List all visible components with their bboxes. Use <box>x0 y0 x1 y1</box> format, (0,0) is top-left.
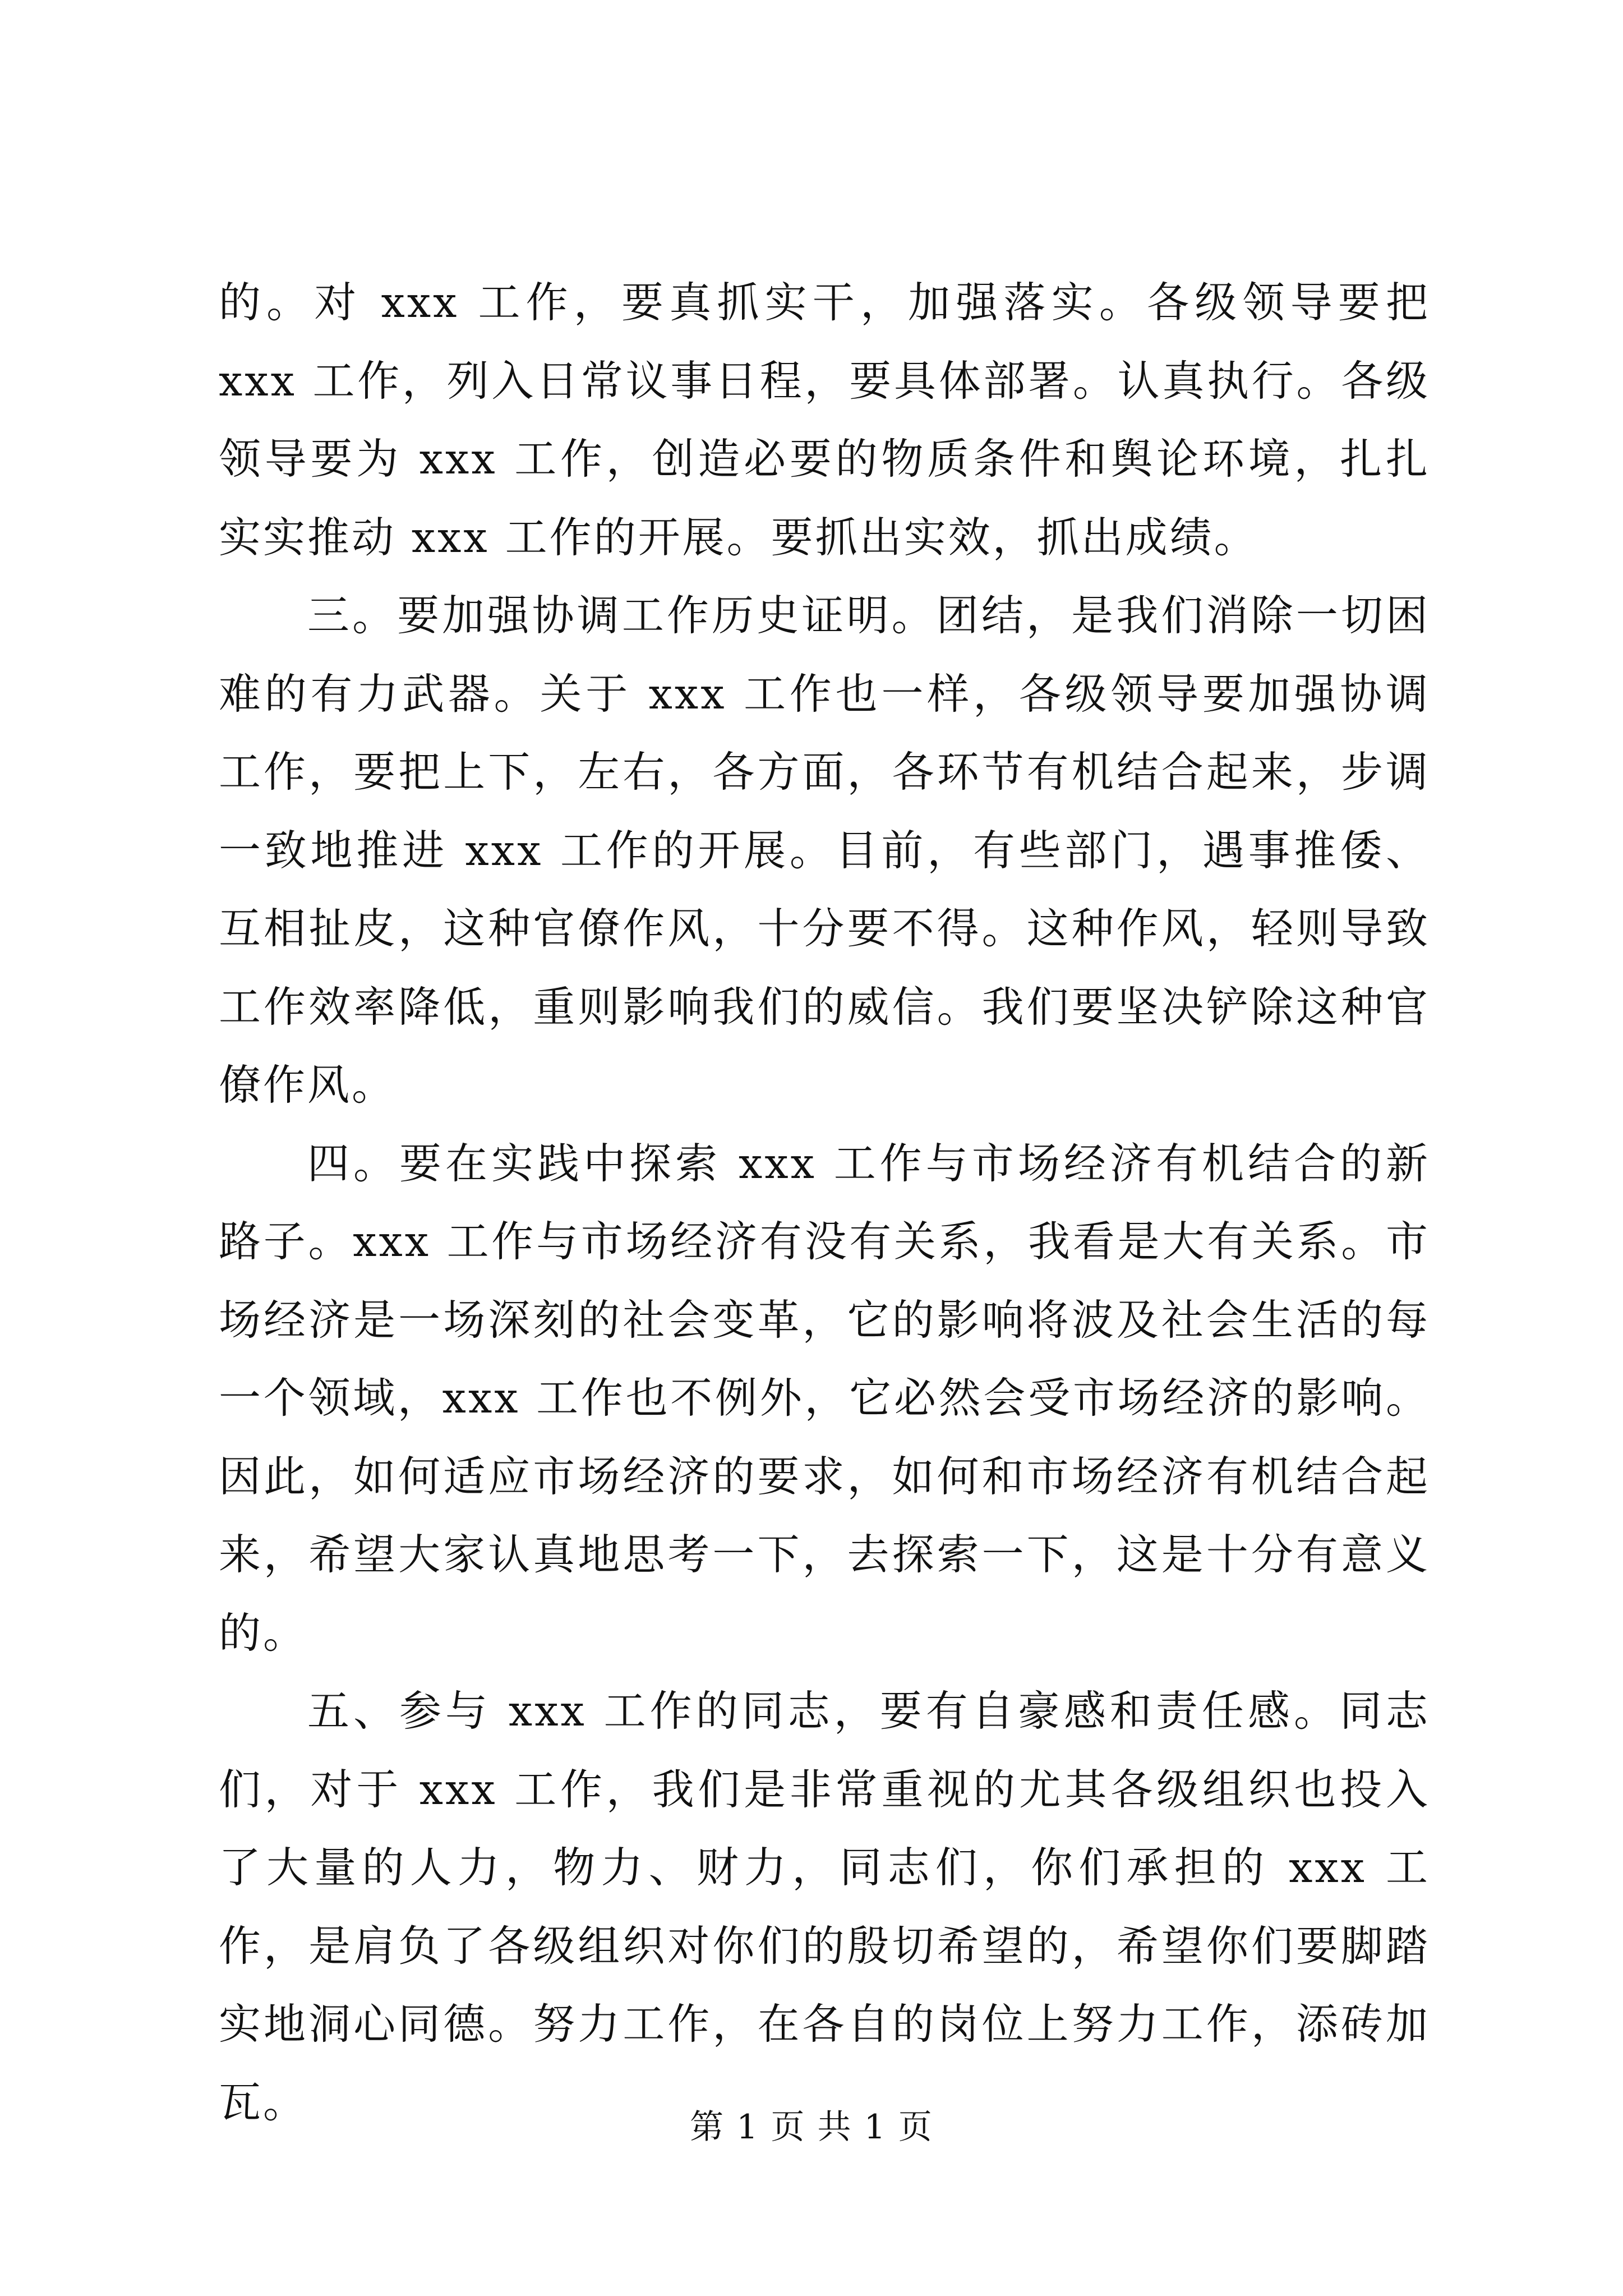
document-body <box>219 264 1430 2142</box>
page-number-footer: 第 1 页 共 1 页 <box>690 2108 933 2147</box>
paragraph-section-five: 五、参与 xxx 工作的同志，要有自豪感和责任感。同志们，对于 xxx 工作，我们是非常重视的尤其各级组织也投入了大量的人力，物力、财力，同志们，你们承担的 xxx 工作，是肩负了各级组织对你们的殷切希望的，希望你们要脚踏实地洞心同德。努力工作，在各自的岗位上努力工作，添砖加瓦。 <box>219 1686 1430 2127</box>
paragraph-section-four: 四。要在实践中探索 xxx 工作与市场经济有机结合的新路子。xxx 工作与市场经济有没有关系，我看是大有关系。市场经济是一场深刻的社会变革，它的影响将波及社会生活的每一个领域，xxx 工作也不例外，它必然会受市场经济的影响。因此，如何适应市场经济的要求，如何和市场经济有机结合起来，希望大家认真地思考一下，去探索一下，这是十分有意义的。 <box>219 1138 1430 1658</box>
paragraph-continuation: 的。对 xxx 工作，要真抓实干，加强落实。各级领导要把 xxx 工作，列入日常议事日程，要具体部署。认真执行。各级领导要为 xxx 工作，创造必要的物质条件和舆论环境，扎扎实实推动 xxx 工作的开展。要抓出实效，抓出成绩。 <box>219 278 1430 562</box>
paragraph-section-three: 三。要加强协调工作历史证明。团结，是我们消除一切困难的有力武器。关于 xxx 工作也一样，各级领导要加强协调工作，要把上下，左右，各方面，各环节有机结合起来，步调一致地推进 xxx 工作的开展。目前，有些部门，遇事推倭、互相扯皮，这种官僚作风，十分要不得。这种作风，轻则导致工作效率降低，重则影响我们的威信。我们要坚决铲除这种官僚作风。 <box>219 591 1430 1110</box>
